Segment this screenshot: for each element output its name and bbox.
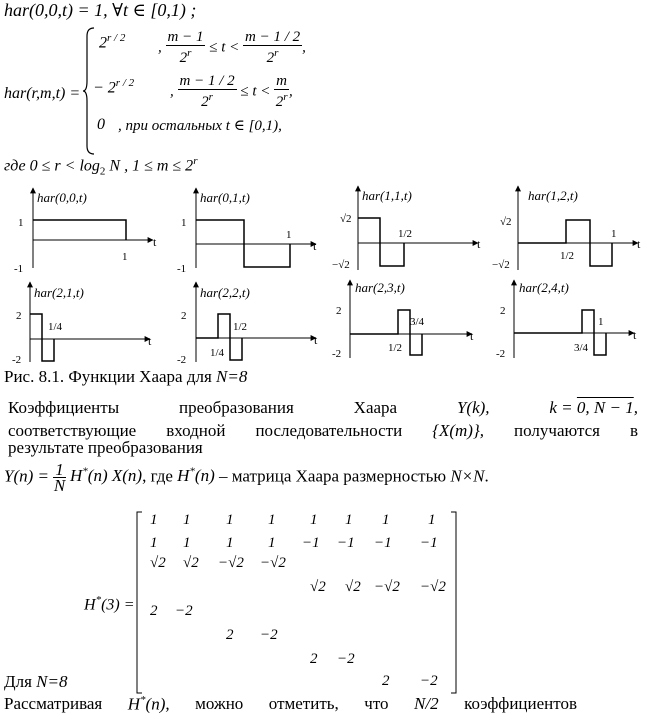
plot-label: 3/4: [410, 316, 425, 328]
plot-axis-t: t: [153, 235, 157, 249]
plot-label: 1: [598, 316, 604, 328]
where-clause: где $0 \le r < \log_2 N$ , $1 \le m \le 2^r$: [4, 155, 198, 178]
plot-har-2-4: [496, 280, 637, 360]
plot-y-bot: −√2: [492, 259, 510, 271]
matrix-cell: 1: [226, 512, 234, 528]
plot-y-bot: -1: [14, 263, 24, 275]
matrix-cell: −1: [420, 535, 438, 551]
matrix-label: H*(3) =: [84, 594, 135, 614]
formula-line-1: har(0,0,t) = 1, ∀t ∈ [0,1) ;: [4, 0, 197, 20]
case-2-condition: , $\frac{m - 1 / 2}{2^r}$ ≤ t < $\frac{m}{2^r}$ ,: [170, 73, 293, 110]
plot-label: 1/4: [210, 347, 225, 359]
matrix-cell: 1: [150, 535, 158, 551]
matrix-cell: 1: [268, 512, 276, 528]
matrix-cell: −1: [337, 535, 355, 551]
matrix-cell: −2: [260, 627, 278, 643]
plot-y-top: 1: [18, 217, 24, 229]
plot-y-bot: -1: [177, 263, 187, 275]
plot-har-1-2: [492, 186, 641, 271]
matrix-cell: −2: [337, 651, 355, 667]
matrix-cell: 1: [345, 512, 353, 528]
last-line: Рассматривая H*(n), можно отметить, что N/2 коэффициентов: [4, 694, 577, 714]
matrix-cell: 2: [226, 627, 234, 643]
plot-title: har(0,1,t): [200, 190, 250, 205]
plot-label: 1/2: [388, 342, 403, 354]
plot-label: 1/2: [398, 228, 413, 240]
matrix-cell: √2: [183, 555, 199, 571]
plot-y-bot: -2: [177, 354, 187, 366]
matrix-cell: 1: [382, 512, 390, 528]
matrix-cell: 2: [310, 651, 318, 667]
figure-caption: Рис. 8.1. Функции Хаара для N=8: [4, 367, 248, 386]
plot-title: har(2,3,t): [355, 280, 405, 295]
matrix-cell: 2: [150, 603, 158, 619]
plot-y-top: 2: [181, 310, 187, 322]
case-3-value: 0: [97, 116, 105, 133]
plot-y-bot: -2: [496, 348, 506, 360]
plot-har-2-1: [12, 282, 152, 366]
matrix-cell: 1: [226, 535, 234, 551]
plot-label: 3/4: [574, 342, 589, 354]
matrix-cell: −2: [420, 673, 438, 689]
matrix-cell: √2: [310, 579, 326, 595]
matrix-cell: 1: [183, 512, 191, 528]
case-2-value: − $2^{r / 2}$: [93, 77, 135, 97]
plot-label: 1: [122, 251, 128, 263]
plot-title: har(2,1,t): [34, 285, 84, 300]
plot-title: har(1,2,t): [528, 188, 578, 203]
haar-plots: [0, 180, 648, 370]
formula-lhs: har(r,m,t) =: [4, 85, 81, 102]
plot-axis-t: t: [477, 237, 481, 251]
case-3-condition: , при остальных t ∈ [0,1),: [118, 118, 282, 134]
matrix-cell: −√2: [374, 579, 400, 595]
plot-y-bot: −√2: [332, 259, 350, 271]
case-1-condition: , $\frac{m - 1}{2^r}$ ≤ t < $\frac{m - 1 / 2}{2^r}$ ,: [158, 29, 306, 66]
for-n-label: Для N=8: [4, 672, 68, 691]
plot-label: 1/2: [233, 321, 248, 333]
paragraph-line-1: Коэффициенты преобразования Хаара Y(k), k = 0, N − 1,: [8, 398, 638, 417]
plot-har-2-2: [177, 282, 318, 366]
matrix-cell: 1: [150, 512, 158, 528]
matrix-cell: 1: [183, 535, 191, 551]
matrix-cell: −√2: [218, 555, 244, 571]
plot-axis-t: t: [148, 334, 152, 348]
matrix-cell: 1: [268, 535, 276, 551]
plot-har-0-1: [177, 188, 317, 275]
plot-title: har(0,0,t): [37, 190, 87, 205]
plot-y-bot: -2: [12, 354, 22, 366]
plot-har-0-0: [14, 188, 157, 275]
plot-y-top: 2: [336, 305, 342, 317]
matrix-cell: −1: [302, 535, 320, 551]
matrix-cell: −2: [175, 603, 193, 619]
plot-title: har(2,4,t): [519, 280, 569, 295]
plot-y-top: √2: [340, 213, 352, 225]
matrix-cell: −√2: [260, 555, 286, 571]
plot-har-2-3: [332, 280, 474, 360]
plot-axis-t: t: [633, 328, 637, 342]
plot-axis-t: t: [470, 329, 474, 343]
plot-har-1-1: [332, 186, 481, 271]
plot-label: 1: [286, 229, 292, 241]
haar-equation: Y(n) = $\frac{1}{N}$ H*(n) X(n), где H*(n) – матрица Хаара размерностью N×N.: [4, 460, 489, 495]
paragraph-line-2: соответствующие входной последовательности {X(m)}, получаются в: [8, 421, 638, 440]
plot-y-top: 1: [181, 217, 187, 229]
matrix-cell: 1: [310, 512, 318, 528]
matrix-cell: 2: [382, 673, 390, 689]
plot-axis-t: t: [637, 237, 641, 251]
matrix-cell: 1: [428, 512, 436, 528]
case-1-value: $2^{r / 2}$: [99, 32, 126, 52]
plot-axis-t: t: [313, 239, 317, 253]
plot-label: 1: [611, 228, 617, 240]
matrix-cell: −1: [374, 535, 392, 551]
plot-axis-t: t: [314, 333, 318, 347]
matrix-cell: √2: [150, 555, 166, 571]
plot-label: 1/2: [560, 250, 575, 262]
paragraph-line-3: результате преобразования: [8, 438, 203, 457]
plot-y-top: √2: [500, 216, 512, 228]
plot-title: har(1,1,t): [362, 188, 412, 203]
plot-y-top: 2: [16, 310, 22, 322]
plot-label: 1/4: [48, 321, 63, 333]
matrix-cell: −√2: [420, 579, 446, 595]
matrix-cell: √2: [345, 579, 361, 595]
plot-y-top: 2: [500, 305, 506, 317]
plot-title: har(2,2,t): [200, 285, 250, 300]
plot-y-bot: -2: [332, 348, 342, 360]
